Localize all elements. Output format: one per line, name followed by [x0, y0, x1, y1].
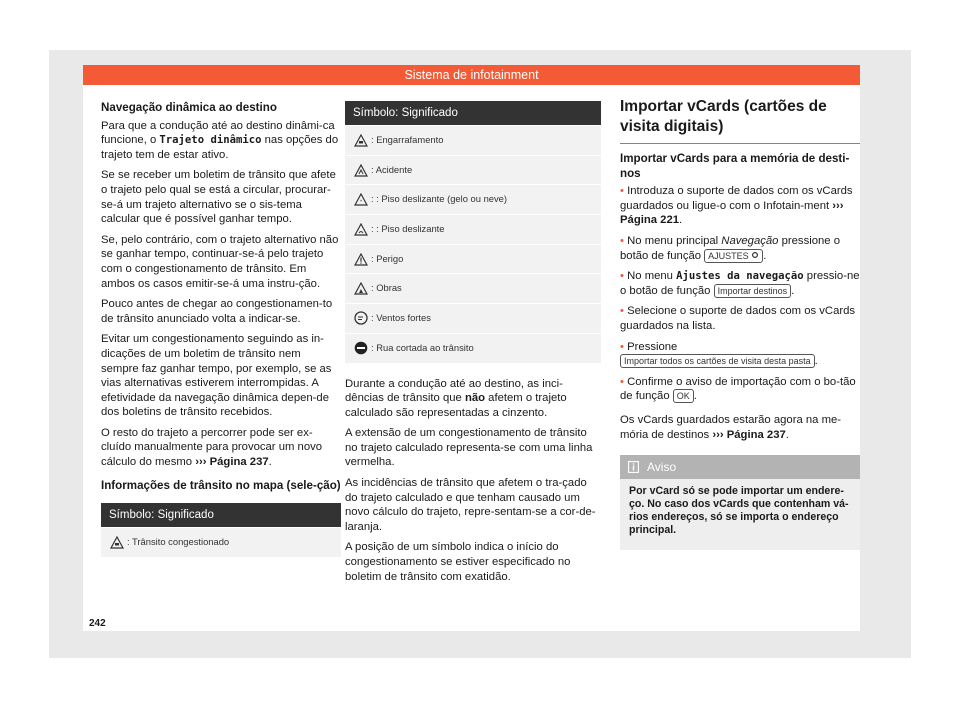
import-all-button-ref: Importar todos os cartões de visita desta pasta	[620, 354, 815, 368]
traffic-jam-icon	[354, 134, 368, 147]
traffic-jam-icon	[110, 536, 124, 549]
heading-traffic-info: Informações de trânsito no mapa (sele-ção)	[101, 478, 341, 492]
table-row: : Trânsito congestionado	[101, 527, 341, 557]
column-middle	[345, 101, 601, 590]
table-row: : Ventos fortes	[345, 303, 601, 333]
ok-button-ref: OK	[673, 389, 694, 403]
table-row: : Acidente	[345, 155, 601, 185]
paragraph: Se se receber um boletim de trânsito que afete o trajeto pelo qual se está a circular, procurar-se-á um trajeto alternativo se o sis-tema calcular que é possível ganhar tempo.	[101, 169, 336, 226]
import-destinations-button-ref: Importar destinos	[714, 284, 792, 298]
table-header: Símbolo: Significado	[345, 101, 601, 125]
page-title: Importar vCards (cartões de visita digitais)	[620, 98, 827, 135]
section-title	[620, 97, 860, 144]
step-item: • No menu Ajustes da navegação pressio-ne o botão de função Importar destinos .	[620, 270, 860, 297]
settings-button-ref: AJUSTES	[704, 249, 763, 263]
paragraph: Evitar um congestionamento seguindo as in-dicações de um boletim de trânsito nem sempre faz ganhar tempo, por exemplo, se as vias alternativas estiverem interrompidas. A efetividade da navegação dinâmica depen-de dos boletins de trânsito recebidos.	[101, 333, 332, 419]
table-row: : Obras	[345, 273, 601, 303]
paragraph: A extensão de um congestionamento de trânsito no trajeto calculado representa-se com uma linha vermelha.	[345, 427, 593, 469]
table-row: : : Piso deslizante	[345, 214, 601, 244]
step-item: • Selecione o suporte de dados com os vCards guardados na lista.	[620, 305, 856, 332]
section-header: Sistema de infotainment	[83, 65, 860, 85]
slippery-road-icon	[354, 223, 368, 236]
paragraph: A posição de um símbolo indica o início do congestionamento se estiver especificado no boletim de trânsito com exatidão.	[345, 541, 571, 583]
step-item: • Confirme o aviso de importação com o bo-tão de função OK .	[620, 375, 856, 403]
symbol-table-right	[345, 101, 601, 363]
step-item: • No menu principal Navegação pressione o botão de função AJUSTES .	[620, 234, 840, 262]
page-reference: ››› Página 221	[620, 199, 844, 227]
table-row: : Rua cortada ao trânsito	[345, 333, 601, 363]
notice-header: Aviso	[620, 455, 860, 479]
table-row: : Engarrafamento	[345, 125, 601, 155]
notice-box	[620, 455, 860, 550]
svg-text:*: *	[360, 199, 362, 206]
danger-icon	[354, 253, 368, 266]
page-reference: ››› Página 237	[712, 428, 786, 441]
roadworks-icon	[354, 282, 368, 295]
table-header: Símbolo: Significado	[101, 503, 341, 527]
paragraph: O resto do trajeto a percorrer pode ser ex-cluído manualmente para provocar um novo cálculo do mesmo ››› Página 237.	[101, 426, 323, 469]
gear-icon	[751, 251, 759, 259]
accident-icon	[354, 164, 368, 177]
paragraph: Para que a condução até ao destino dinâmi-ca funcione, o Trajeto dinâmico nas opções do trajeto tem de estar ativo.	[101, 119, 339, 161]
column-right	[620, 152, 860, 448]
middle-text	[345, 377, 601, 585]
paragraph: Durante a condução até ao destino, as inci-dências de trânsito que não afetem o trajeto calculado são representadas a cinzento.	[345, 377, 567, 419]
notice-text: Por vCard só se pode importar um endere-ço. No caso dos vCards que contenham vá-rios endereços, só se importa o endereço principal.	[629, 485, 849, 536]
step-item: • Pressione Importar todos os cartões de visita desta pasta .	[620, 340, 818, 368]
strong-winds-icon	[354, 311, 368, 325]
subheading-import: Importar vCards para a memória de desti-nos	[620, 152, 850, 180]
paragraph: Pouco antes de chegar ao congestionamen-to de trânsito anunciado volta a indicar-se.	[101, 298, 333, 325]
table-row: : Perigo	[345, 244, 601, 274]
paragraph: Os vCards guardados estarão agora na me-mória de destinos ››› Página 237.	[620, 413, 842, 441]
page-reference: ››› Página 237	[195, 456, 269, 469]
step-item: • Introduza o suporte de dados com os vCards guardados ou ligue-o com o Infotain-ment ››› Página 221.	[620, 185, 853, 227]
page-number: 242	[89, 618, 106, 629]
icy-road-icon	[354, 193, 368, 206]
paragraph: Se, pelo contrário, com o trajeto alternativo não se ganhar tempo, continuar-se-á pelo trajeto com o congestionamento de trânsito. Em ambos os casos emitir-se-á uma instru-ção.	[101, 233, 339, 290]
table-row: * : : Piso deslizante (gelo ou neve)	[345, 184, 601, 214]
info-icon	[628, 461, 639, 473]
road-closed-icon	[354, 341, 368, 355]
column-left	[101, 101, 341, 557]
paragraph: As incidências de trânsito que afetem o tra-çado do trajeto calculado e que tenham causado um novo cálculo do trajeto, repre-sentam-se a cor-de-laranja.	[345, 477, 596, 533]
symbol-table-left	[101, 503, 341, 557]
heading-dynamic-navigation: Navegação dinâmica ao destino	[101, 101, 277, 114]
